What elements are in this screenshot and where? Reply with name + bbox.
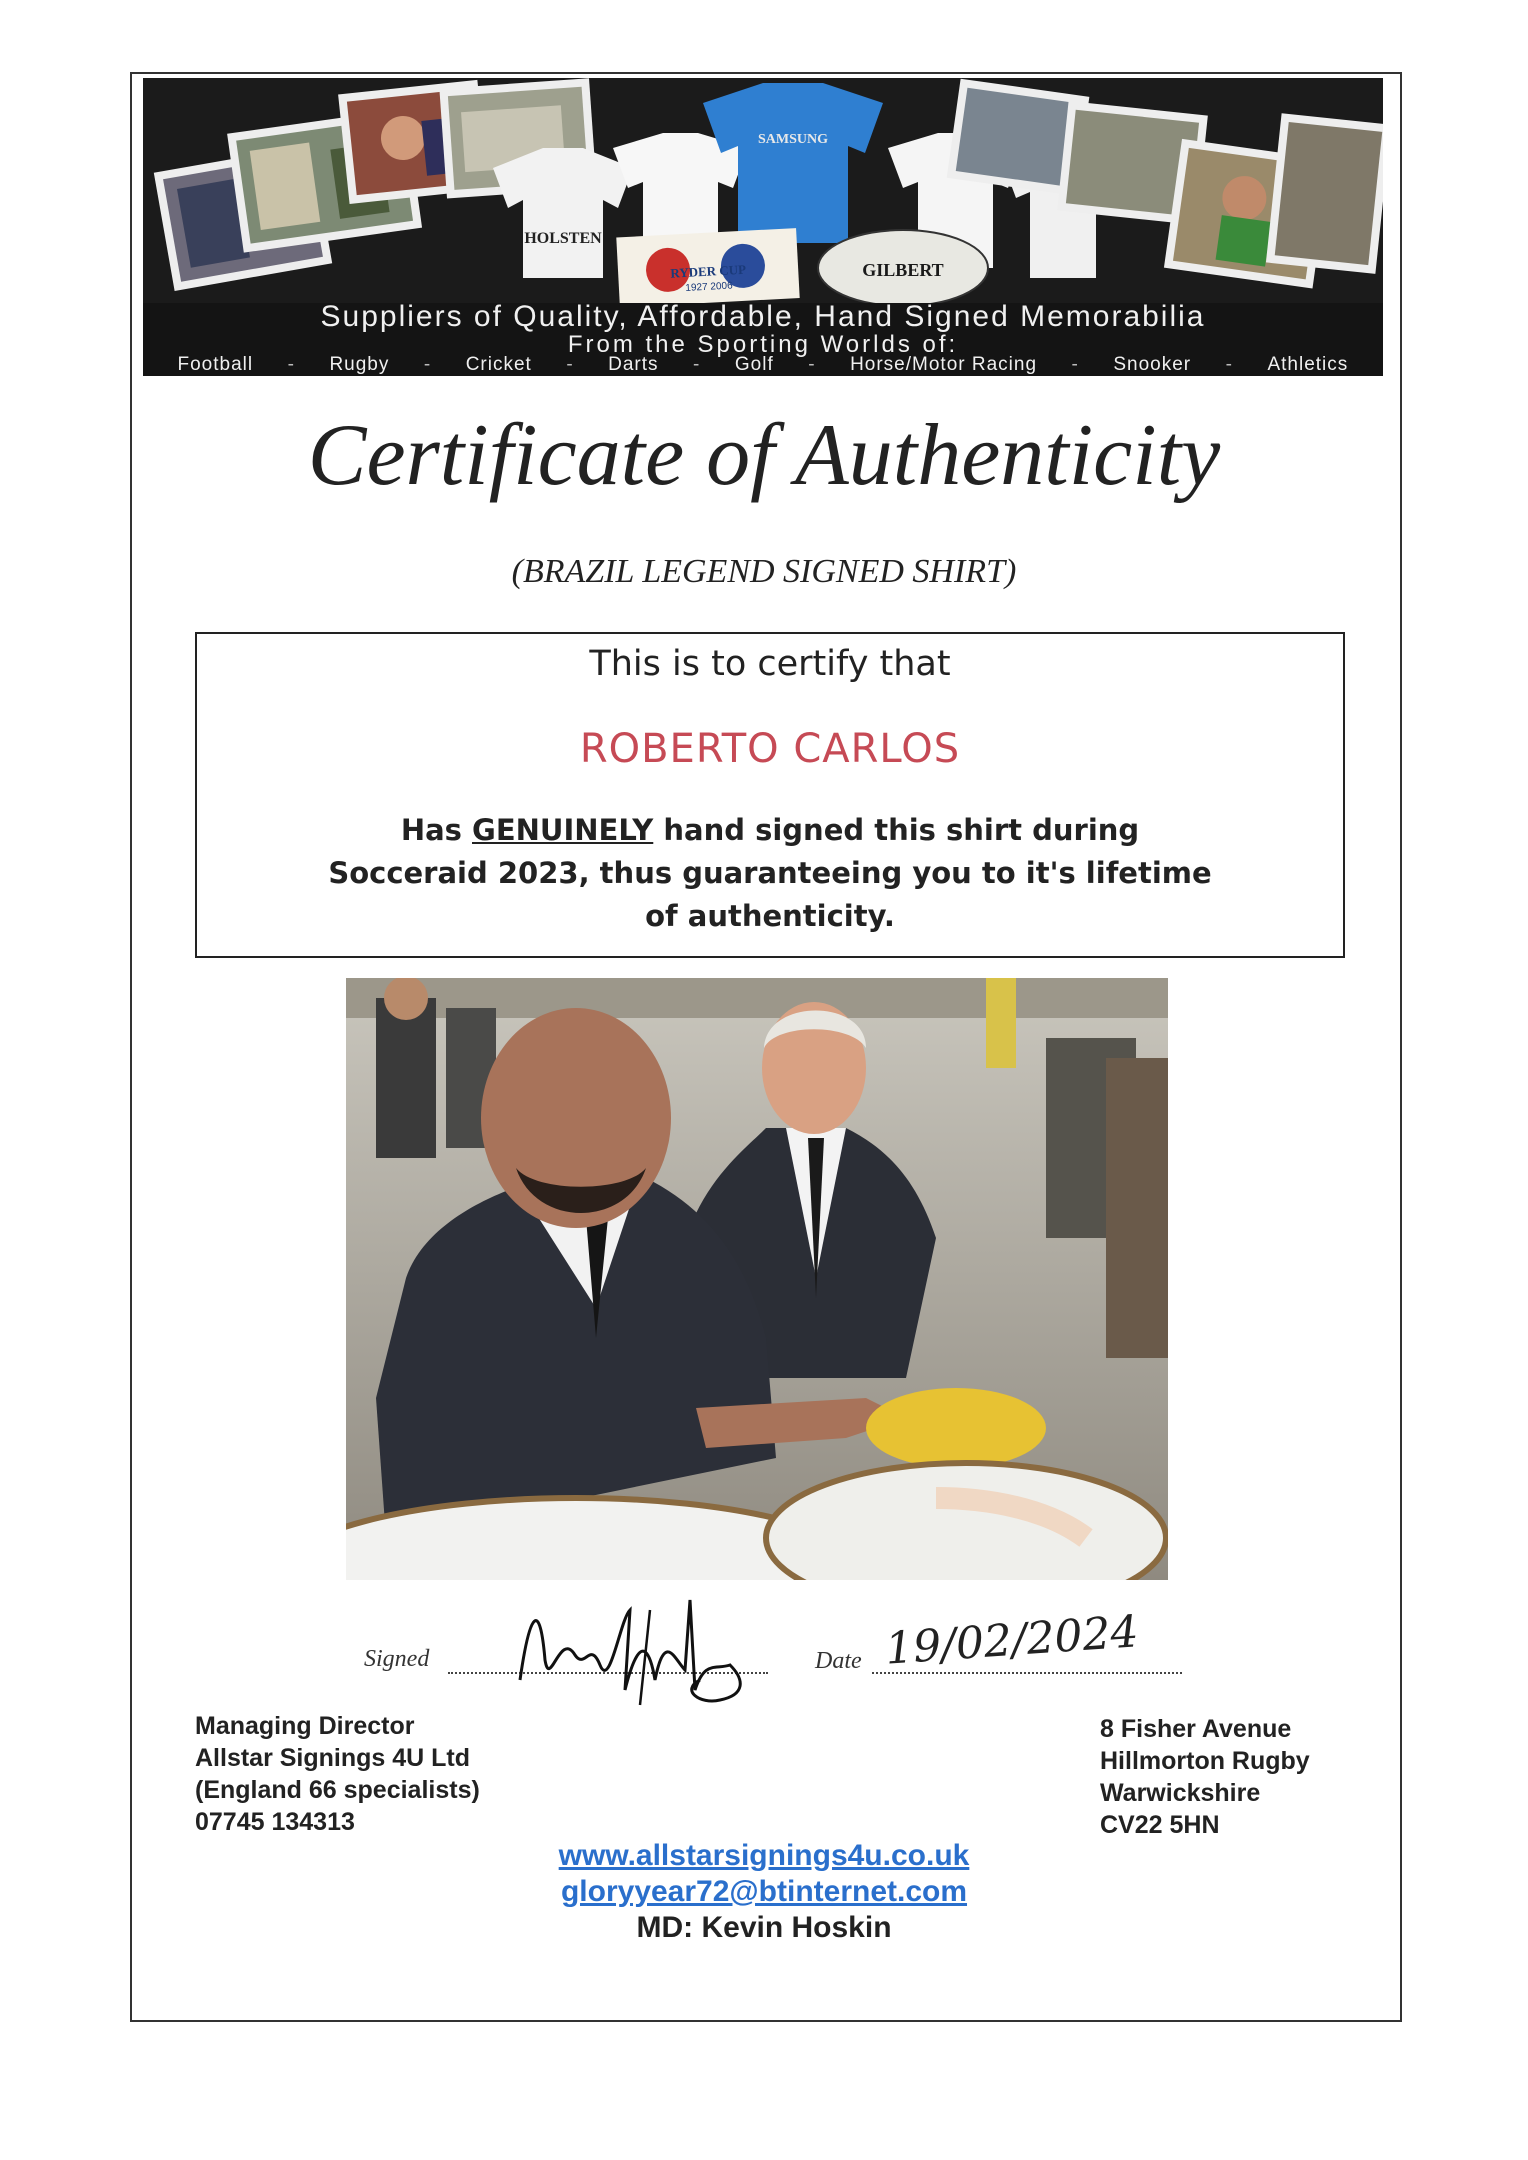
sport-separator: - xyxy=(1071,354,1079,375)
contact-links xyxy=(0,1838,1528,1946)
statement-emphasis: GENUINELY xyxy=(472,813,654,847)
certificate-subtitle: (BRAZIL LEGEND SIGNED SHIRT) xyxy=(511,553,1017,590)
certification-box xyxy=(195,632,1345,958)
statement-pre: Has xyxy=(400,813,473,847)
sport-item: Football xyxy=(177,354,254,375)
statement-line1-rest: hand signed this shirt during xyxy=(653,813,1140,847)
statement-line-1 xyxy=(197,809,1343,852)
sport-separator: - xyxy=(693,354,701,375)
signing-photo xyxy=(346,978,1168,1580)
sport-item: Athletics xyxy=(1267,354,1349,375)
gilbert-text: GILBERT xyxy=(862,260,944,280)
signed-label: Signed xyxy=(364,1646,430,1672)
sport-item: Cricket xyxy=(465,354,532,375)
statement-line-3: of authenticity. xyxy=(645,899,895,933)
authenticity-statement xyxy=(197,809,1343,938)
signer-name: ROBERTO CARLOS xyxy=(579,726,961,772)
email-link[interactable]: gloryyear72@btinternet.com xyxy=(560,1875,968,1908)
company-specialty: (England 66 specialists) xyxy=(195,1776,480,1804)
address-line-3: Warwickshire xyxy=(1100,1779,1261,1807)
address-postcode: CV22 5HN xyxy=(1100,1811,1220,1839)
sport-item: Snooker xyxy=(1113,354,1192,375)
banner-sports-list xyxy=(143,354,1383,376)
header-banner xyxy=(143,78,1383,376)
address-line-1: 8 Fisher Avenue xyxy=(1100,1715,1292,1743)
date-label: Date xyxy=(815,1648,862,1674)
company-phone: 07745 134313 xyxy=(195,1808,355,1836)
sport-separator: - xyxy=(808,354,816,375)
certificate-title: Certificate of Authenticity xyxy=(307,407,1221,504)
statement-line-2: Socceraid 2023, thus guaranteeing you to it's lifetime xyxy=(328,856,1212,890)
company-address xyxy=(1100,1713,1310,1841)
company-name: Allstar Signings 4U Ltd xyxy=(195,1744,471,1772)
ryder-cup-text: RYDER CUP xyxy=(669,261,747,281)
company-info xyxy=(195,1710,480,1838)
sport-item: Horse/Motor Racing xyxy=(850,354,1038,375)
handwritten-date: 19/02/2024 xyxy=(883,1606,1141,1675)
sport-item: Golf xyxy=(734,354,774,375)
memorabilia-collage-image xyxy=(143,78,1383,303)
sport-separator: - xyxy=(1225,354,1233,375)
holsten-text: HOLSTEN xyxy=(524,230,602,247)
address-line-2: Hillmorton Rugby xyxy=(1100,1747,1310,1775)
banner-tagline: Suppliers of Quality, Affordable, Hand Signed Memorabilia xyxy=(320,300,1206,333)
certify-text: This is to certify that xyxy=(589,644,951,684)
managing-director: MD: Kevin Hoskin xyxy=(636,1911,892,1944)
ryder-years-text: 1927 2006 xyxy=(685,280,733,294)
website-link[interactable]: www.allstarsignings4u.co.uk xyxy=(558,1839,970,1872)
sport-separator: - xyxy=(423,354,432,375)
company-role: Managing Director xyxy=(195,1712,415,1740)
sport-separator: - xyxy=(287,354,295,375)
banner-subline: From the Sporting Worlds of: xyxy=(567,331,959,358)
signing-photo-image xyxy=(346,978,1168,1580)
sport-item: Darts xyxy=(608,354,659,375)
sport-separator: - xyxy=(566,354,574,375)
handwritten-signature xyxy=(500,1570,780,1710)
samsung-text: SAMSUNG xyxy=(757,132,829,147)
sport-item: Rugby xyxy=(329,354,390,375)
